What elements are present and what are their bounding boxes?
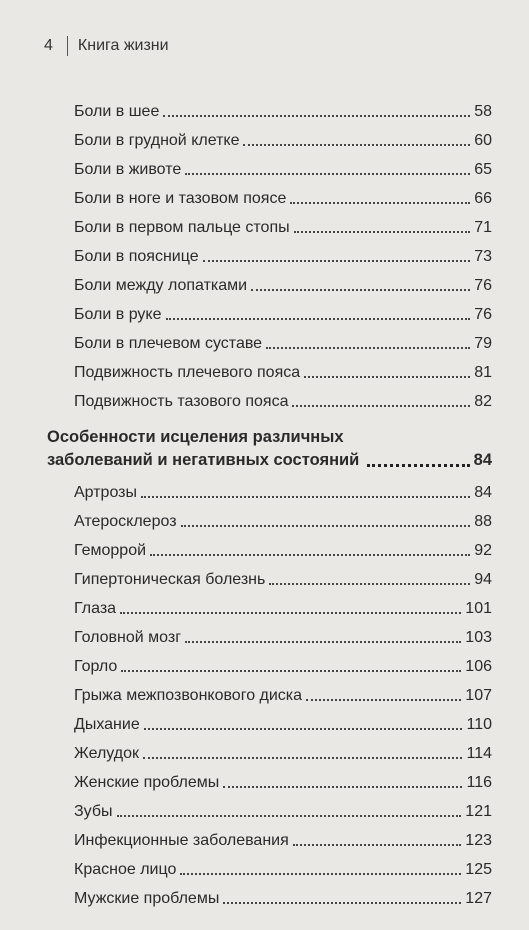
toc-entry-page: 123 [465, 832, 492, 849]
toc-entry-title: Боли в пояснице [74, 248, 203, 266]
toc-entry-title: Боли в руке [74, 306, 166, 324]
toc-entry [74, 531, 492, 560]
toc-entry-page: 127 [465, 890, 492, 907]
toc-entry [74, 208, 492, 237]
toc-entry [74, 382, 492, 411]
toc-entry-page: 73 [474, 248, 492, 265]
leader-dots [223, 902, 461, 904]
leader-dots [203, 260, 471, 262]
toc-entry-page: 94 [474, 571, 492, 588]
toc-entry-title: Боли в шее [74, 103, 163, 121]
toc-entry-page: 107 [465, 687, 492, 704]
toc-entry-title: Боли в первом пальце стопы [74, 219, 294, 237]
toc-entry [74, 734, 492, 763]
toc-entry-page: 60 [474, 132, 492, 149]
leader-dots [185, 641, 461, 643]
toc-entry-title: Артрозы [74, 484, 141, 502]
toc-entry-title: Атеросклероз [74, 513, 181, 531]
section-title-line1: Особенности исцеления различных [47, 428, 344, 446]
toc-entry [74, 502, 492, 531]
toc-entry-title: Подвижность тазового пояса [74, 393, 292, 411]
leader-dots [243, 144, 470, 146]
toc-entry-page: 101 [465, 600, 492, 617]
toc-entry [74, 879, 492, 908]
toc-entry-page: 58 [474, 103, 492, 120]
toc-entry [74, 150, 492, 179]
toc-entry-page: 84 [474, 484, 492, 501]
toc-entry [74, 266, 492, 295]
toc-entry-title: Боли в плечевом суставе [74, 335, 266, 353]
toc-entry-title: Дыхание [74, 716, 144, 734]
toc-entry-title: Красное лицо [74, 861, 180, 879]
toc-entry-title: Боли между лопатками [74, 277, 251, 295]
leader-dots [166, 318, 471, 320]
toc-entry-title: Зубы [74, 803, 117, 821]
toc-entry-title: Глаза [74, 600, 120, 618]
leader-dots [251, 289, 470, 291]
toc-entry [74, 821, 492, 850]
toc-entry [74, 676, 492, 705]
toc-entry [74, 647, 492, 676]
leader-dots [150, 554, 470, 556]
header-divider [67, 36, 68, 56]
leader-dots [223, 786, 462, 788]
leader-dots [304, 376, 470, 378]
leader-dots [269, 583, 470, 585]
toc-entry-page: 88 [474, 513, 492, 530]
leader-dots [143, 757, 463, 759]
toc-entry-title: Гипертоническая болезнь [74, 571, 269, 589]
toc-entry [74, 763, 492, 792]
toc-entry-page: 79 [474, 335, 492, 352]
toc-entry-title: Желудок [74, 745, 143, 763]
leader-dots [292, 405, 470, 407]
toc-entry [74, 473, 492, 502]
leader-dots [181, 525, 471, 527]
leader-dots [294, 231, 471, 233]
book-title: Книга жизни [77, 37, 169, 54]
page-header [44, 36, 169, 56]
toc-entry-page: 71 [474, 219, 492, 236]
leader-dots [163, 115, 470, 117]
leader-dots [180, 873, 461, 875]
toc-group-pain [74, 92, 492, 411]
toc-entry [74, 179, 492, 208]
toc-entry-page: 76 [474, 306, 492, 323]
toc-entry [74, 121, 492, 150]
toc-entry-title: Инфекционные заболевания [74, 832, 293, 850]
leader-dots [290, 202, 470, 204]
toc-entry-page: 121 [465, 803, 492, 820]
toc-entry-page: 110 [466, 716, 492, 733]
leader-dots [266, 347, 470, 349]
toc-entry [74, 589, 492, 618]
toc-entry-page: 66 [474, 190, 492, 207]
leader-dots [121, 670, 461, 672]
toc-entry-page: 116 [466, 774, 492, 791]
toc-entry-title: Подвижность плечевого пояса [74, 364, 304, 382]
toc-entry [74, 237, 492, 266]
toc-entry-page: 125 [465, 861, 492, 878]
toc-entry-title: Боли в животе [74, 161, 185, 179]
toc-entry [74, 705, 492, 734]
toc-entry-title: Мужские проблемы [74, 890, 223, 908]
leader-dots [117, 815, 462, 817]
toc-entry-page: 92 [474, 542, 492, 559]
toc-entry-page: 82 [474, 393, 492, 410]
toc-entry-title: Боли в ноге и тазовом поясе [74, 190, 290, 208]
leader-dots [185, 173, 470, 175]
leader-dots [293, 844, 462, 846]
page-number: 4 [44, 37, 53, 54]
toc-entry-title: Геморрой [74, 542, 150, 560]
leader-dots [144, 728, 463, 730]
toc-entry [74, 850, 492, 879]
leader-dots [141, 496, 470, 498]
leader-dots [120, 612, 461, 614]
leader-dots [306, 699, 461, 701]
toc-group-diseases [74, 473, 492, 908]
toc-entry [74, 295, 492, 324]
toc-entry-page: 76 [474, 277, 492, 294]
section-page: 84 [473, 451, 492, 469]
section-leader-dots [367, 464, 469, 467]
toc-entry [74, 560, 492, 589]
toc-entry [74, 324, 492, 353]
section-title-line2-row [47, 449, 492, 472]
toc-entry-page: 106 [465, 658, 492, 675]
toc-entry-page: 103 [465, 629, 492, 646]
toc-entry [74, 792, 492, 821]
toc-section-heading [47, 426, 492, 472]
toc-entry-title: Грыжа межпозвонкового диска [74, 687, 306, 705]
toc-entry-title: Горло [74, 658, 121, 676]
toc-entry-page: 65 [474, 161, 492, 178]
toc-entry-title: Женские проблемы [74, 774, 223, 792]
toc-entry [74, 353, 492, 382]
toc-entry-page: 81 [474, 364, 492, 381]
section-title-line2: заболеваний и негативных состояний [47, 451, 360, 469]
toc-entry-title: Головной мозг [74, 629, 185, 647]
toc-entry-title: Боли в грудной клетке [74, 132, 243, 150]
toc-entry [74, 92, 492, 121]
toc-entry-page: 114 [466, 745, 492, 762]
toc-entry [74, 618, 492, 647]
